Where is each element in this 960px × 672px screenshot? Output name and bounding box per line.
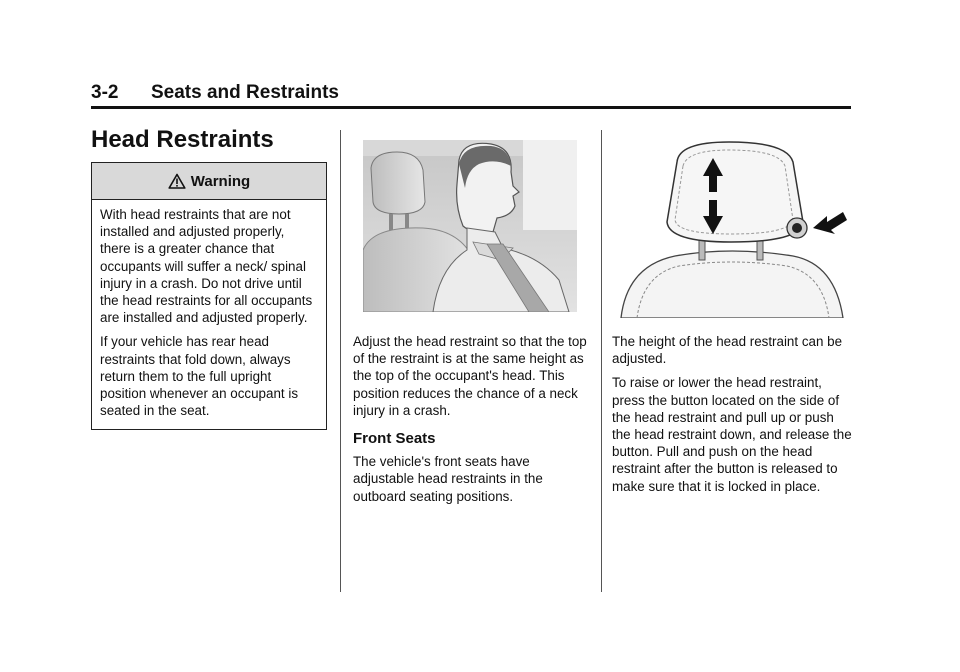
column-2-text (353, 333, 589, 512)
warning-triangle-icon (168, 173, 186, 189)
warning-body (92, 200, 326, 419)
warning-paragraph: If your vehicle has rear head restraints that fold down, always return them to the full upright position whenever an occupant is seated in the seat. (100, 334, 299, 419)
body-paragraph: The height of the head restraint can be adjusted. (612, 334, 843, 367)
page-number: 3-2 (91, 82, 119, 103)
warning-paragraph: With head restraints that are not installed and adjusted properly, there is a greater chance that occupants will suffer a neck/ spinal injury in a crash. Do not drive until the head restraints for all occupants are installed and adjusted properly. (100, 207, 313, 326)
column-3-text (612, 333, 852, 502)
page-header (91, 82, 851, 109)
occupant-head-restraint-illustration (363, 140, 577, 312)
body-paragraph: Adjust the head restraint so that the top of the restraint is at the same height as the top of the occupant's head. This position reduces the chance of a neck injury in a crash. (353, 334, 587, 418)
page-heading: Head Restraints (91, 126, 274, 153)
section-title: Seats and Restraints (151, 82, 339, 103)
pointer-arrow-icon (813, 212, 847, 234)
body-paragraph: The vehicle's front seats have adjustable head restraints in the outboard seating positions. (353, 454, 543, 504)
column-divider (601, 130, 602, 592)
column-divider (340, 130, 341, 592)
warning-title: Warning (190, 172, 251, 190)
subheading-front-seats: Front Seats (353, 430, 436, 448)
warning-header (92, 163, 326, 200)
warning-box (91, 162, 327, 430)
head-restraint-button-illustration (617, 138, 847, 318)
body-paragraph: To raise or lower the head restraint, press the button located on the side of the head restraint and pull up or push the head restraint down, and release the button. Pull and push on the head restraint after the button is released to make sure that it is locked in place. (612, 375, 852, 494)
